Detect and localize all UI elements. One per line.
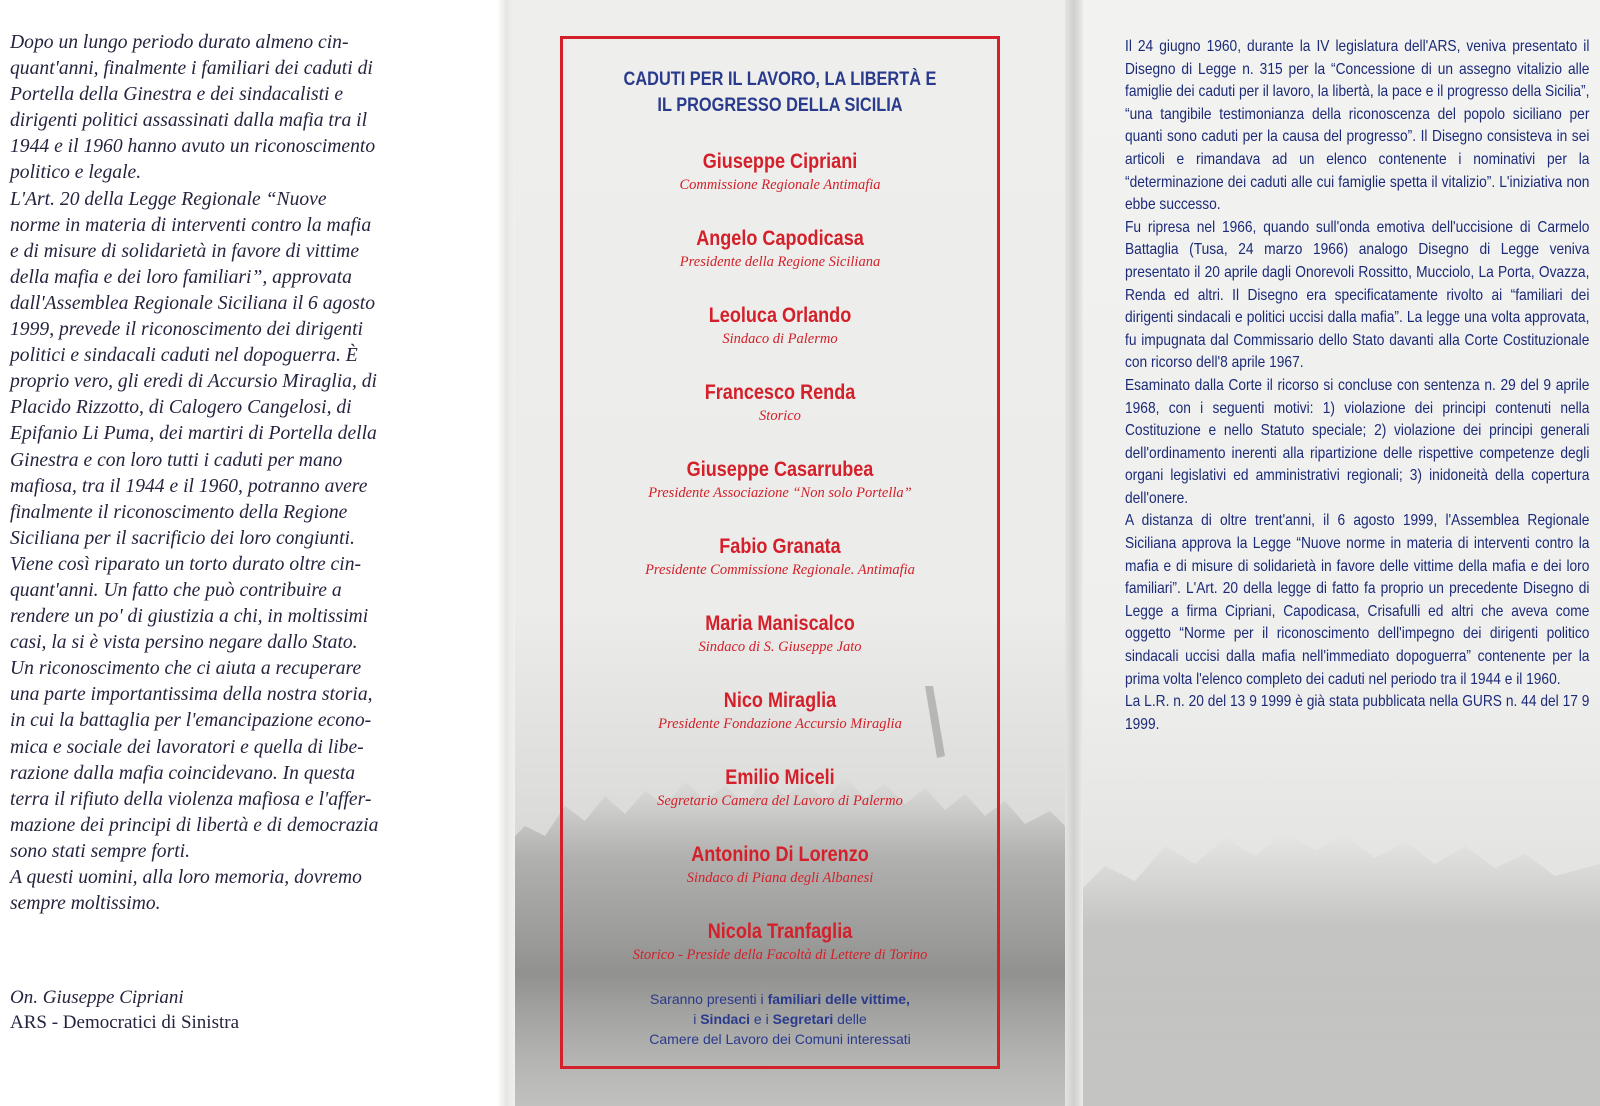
signature xyxy=(10,985,239,1035)
speaker-role: Sindaco di S. Giuseppe Jato xyxy=(698,639,862,655)
speaker-role: Sindaco di Palermo xyxy=(722,331,838,347)
speaker-role: Presidente Associazione “Non solo Portella” xyxy=(648,485,912,501)
attendance-highlight: Segretari xyxy=(772,1011,834,1027)
introduction-text: Dopo un lungo periodo durato almeno cin- quant'anni, finalmente i familiari dei caduti di Portella della Ginestra e dei sindacalisti e dirigenti politici assassinati dalla mafia tra il 1944 e il 1960 hanno avuto un riconoscimento politico e legale. L'Art. 20 della Legge Regionale “Nuove norme in materia di interventi contro la mafia e di misure di solidarietà in favore di vittime della mafia e dei loro familiari”, approvata dall'Assemblea Regionale Siciliana il 6 agosto 1999, prevede il riconoscimento dei dirigenti politici e sindacali caduti nel dopoguerra. È proprio vero, gli eredi di Accursio Miraglia, di Placido Rizzotto, di Calogero Cangelosi, di Epifanio Li Puma, dei martiri di Portella della Ginestra e con loro tutti i caduti per mano mafiosa, tra il 1944 e il 1960, potranno avere finalmente il riconoscimento della Regione Siciliana per il sacrificio dei loro congiunti. Viene così riparato un torto durato oltre cin- quant'anni. Un fatto che può contribuire a rendere un po' di giustizia a chi, in moltissimi casi, la si è vista persino negare dallo Stato. Un riconoscimento che ci aiuta a recuperare una parte importantissima della nostra storia, in cui la battaglia per l'emancipazione econo- mica e sociale dei lavoratori e quella di libe- razione dalla mafia coincidevano. In questa terra il rifiuto della violenza mafiosa e l'affer- mazione dei principi di libertà e di democrazia sono stati sempre forti. A questi uomini, alla loro memoria, dovremo sempre moltissimo. xyxy=(10,32,379,915)
history-text: Il 24 giugno 1960, durante la IV legislatura dell'ARS, veniva presentato il Disegno di Legge n. 315 per la “Concessione di un assegno vitalizio alle famiglie dei caduti per il lavoro, la libertà, la pace e il progresso della Sicilia”, “una tangibile testimonianza della riconoscenza del popolo siciliano per quanti sono caduti per la causa del progresso”. Il Disegno consisteva in sei articoli e rimandava ad un elenco contenente i nominativi per la “determinazione dei caduti alle cui famiglie spetta il vitalizio”. L'iniziativa non ebbe successo. Fu ripresa nel 1966, quando sull'onda emotiva dell'uccisione di Carmelo Battaglia (Tusa, 24 marzo 1966) analogo Disegno di Legge veniva presentato il 20 aprile dagli Onorevoli Rossitto, Mucciolo, La Porta, Ovazza, Renda ed altri. Il Disegno era specificatamente rivolto ai “familiari dei dirigenti sindacali e politici uccisi dalla mafia”. La legge una volta approvata, fu impugnata dal Commissario dello Stato davanti alla Corte Costituzionale con ricorso dell'8 aprile 1967. Esaminato dalla Corte il ricorso si concluse con sentenza n. 29 del 9 aprile 1968, con i seguenti motivi: 1) violazione dei principi contenuti nella Costituzione e nello Statuto speciale; 2) violazione dei principi generali dell'ordinamento inerenti alla ripartizione delle rispettive competenze degli organi legislativi ed amministrativi regionali; 3) inidoneità della copertura dell'onere. A distanza di oltre trent'anni, il 6 agosto 1999, l'Assemblea Regionale Siciliana approva la Legge “Nuove norme in materia di interventi contro la mafia e di misure di solidarietà in favore delle vittime della mafia e dei loro familiari”. L'Art. 20 della legge di fatto fa proprio un precedente Disegno di Legge a firma Cipriani, Capodicasa, Crisafulli ed altri che aveva come oggetto “Norme per il riconoscimento dell'impegno dei dirigenti politico sindacali uccisi dalla mafia nell'immediato dopoguerra” contenente per la prima volta l'elenco completo dei caduti nel periodo tra il 1944 e il 1960. La L.R. n. 20 del 13 9 1999 è già stata pubblicata nella GURS n. 44 del 17 9 1999. xyxy=(1125,38,1590,733)
speaker-role: Presidente Commissione Regionale. Antimafia xyxy=(645,562,915,578)
attendance-text: e i xyxy=(750,1011,773,1027)
speaker-entry xyxy=(563,765,997,811)
speaker-entry xyxy=(563,303,997,349)
speaker-role: Commissione Regionale Antimafia xyxy=(679,177,881,193)
signature-party: ARS - Democratici di Sinistra xyxy=(10,1012,240,1033)
speaker-name: Antonino Di Lorenzo xyxy=(691,843,869,866)
attendance-text: delle xyxy=(833,1011,867,1027)
crowd-photo-background xyxy=(1075,746,1600,1106)
attendance-highlight: familiari delle vittime, xyxy=(767,991,910,1007)
speaker-role: Presidente della Regione Siciliana xyxy=(679,254,881,270)
fold-crease-right xyxy=(1065,0,1083,1106)
speaker-role: Sindaco di Piana degli Albanesi xyxy=(686,870,874,886)
speaker-role: Storico - Preside della Facoltà di Lettere di Torino xyxy=(632,947,928,963)
speaker-entry xyxy=(563,226,997,272)
program-frame xyxy=(560,36,1000,1069)
fold-crease-left xyxy=(497,0,515,1106)
speaker-entry xyxy=(563,149,997,195)
speaker-role: Segretario Camera del Lavoro di Palermo xyxy=(657,793,903,809)
attendance-text: i xyxy=(693,1011,701,1027)
speaker-entry xyxy=(563,380,997,426)
left-panel xyxy=(0,0,505,1106)
speaker-name: Nicola Tranfaglia xyxy=(707,920,853,943)
speaker-role: Presidente Fondazione Accursio Miraglia xyxy=(658,716,902,732)
speaker-name: Leoluca Orlando xyxy=(708,304,852,327)
right-panel xyxy=(1075,0,1600,1106)
attendance-text: Saranno presenti i xyxy=(650,991,768,1007)
signature-name: On. Giuseppe Cipriani xyxy=(10,987,184,1008)
speaker-entry xyxy=(563,611,997,657)
speaker-entry xyxy=(563,919,997,965)
attendance-text: Camere del Lavoro dei Comuni interessati xyxy=(649,1031,911,1047)
speaker-name: Giuseppe Cipriani xyxy=(702,150,858,173)
speaker-name: Nico Miraglia xyxy=(723,689,837,712)
speaker-entry xyxy=(563,842,997,888)
speaker-name: Giuseppe Casarrubea xyxy=(686,458,874,481)
speaker-entry xyxy=(563,457,997,503)
speaker-name: Francesco Renda xyxy=(704,381,856,404)
speaker-entry xyxy=(563,534,997,580)
attendance-highlight: Sindaci xyxy=(700,1011,751,1027)
attendance-note xyxy=(563,989,997,1049)
speaker-role: Storico xyxy=(759,408,801,424)
speaker-entry xyxy=(563,688,997,734)
speaker-name: Fabio Granata xyxy=(719,535,841,558)
program-title: CADUTI PER IL LAVORO, LA LIBERTÀ E IL PROGRESSO DELLA SICILIA xyxy=(623,69,937,116)
speaker-name: Emilio Miceli xyxy=(725,766,835,789)
speaker-name: Angelo Capodicasa xyxy=(696,227,864,250)
speaker-name: Maria Maniscalco xyxy=(705,612,855,635)
